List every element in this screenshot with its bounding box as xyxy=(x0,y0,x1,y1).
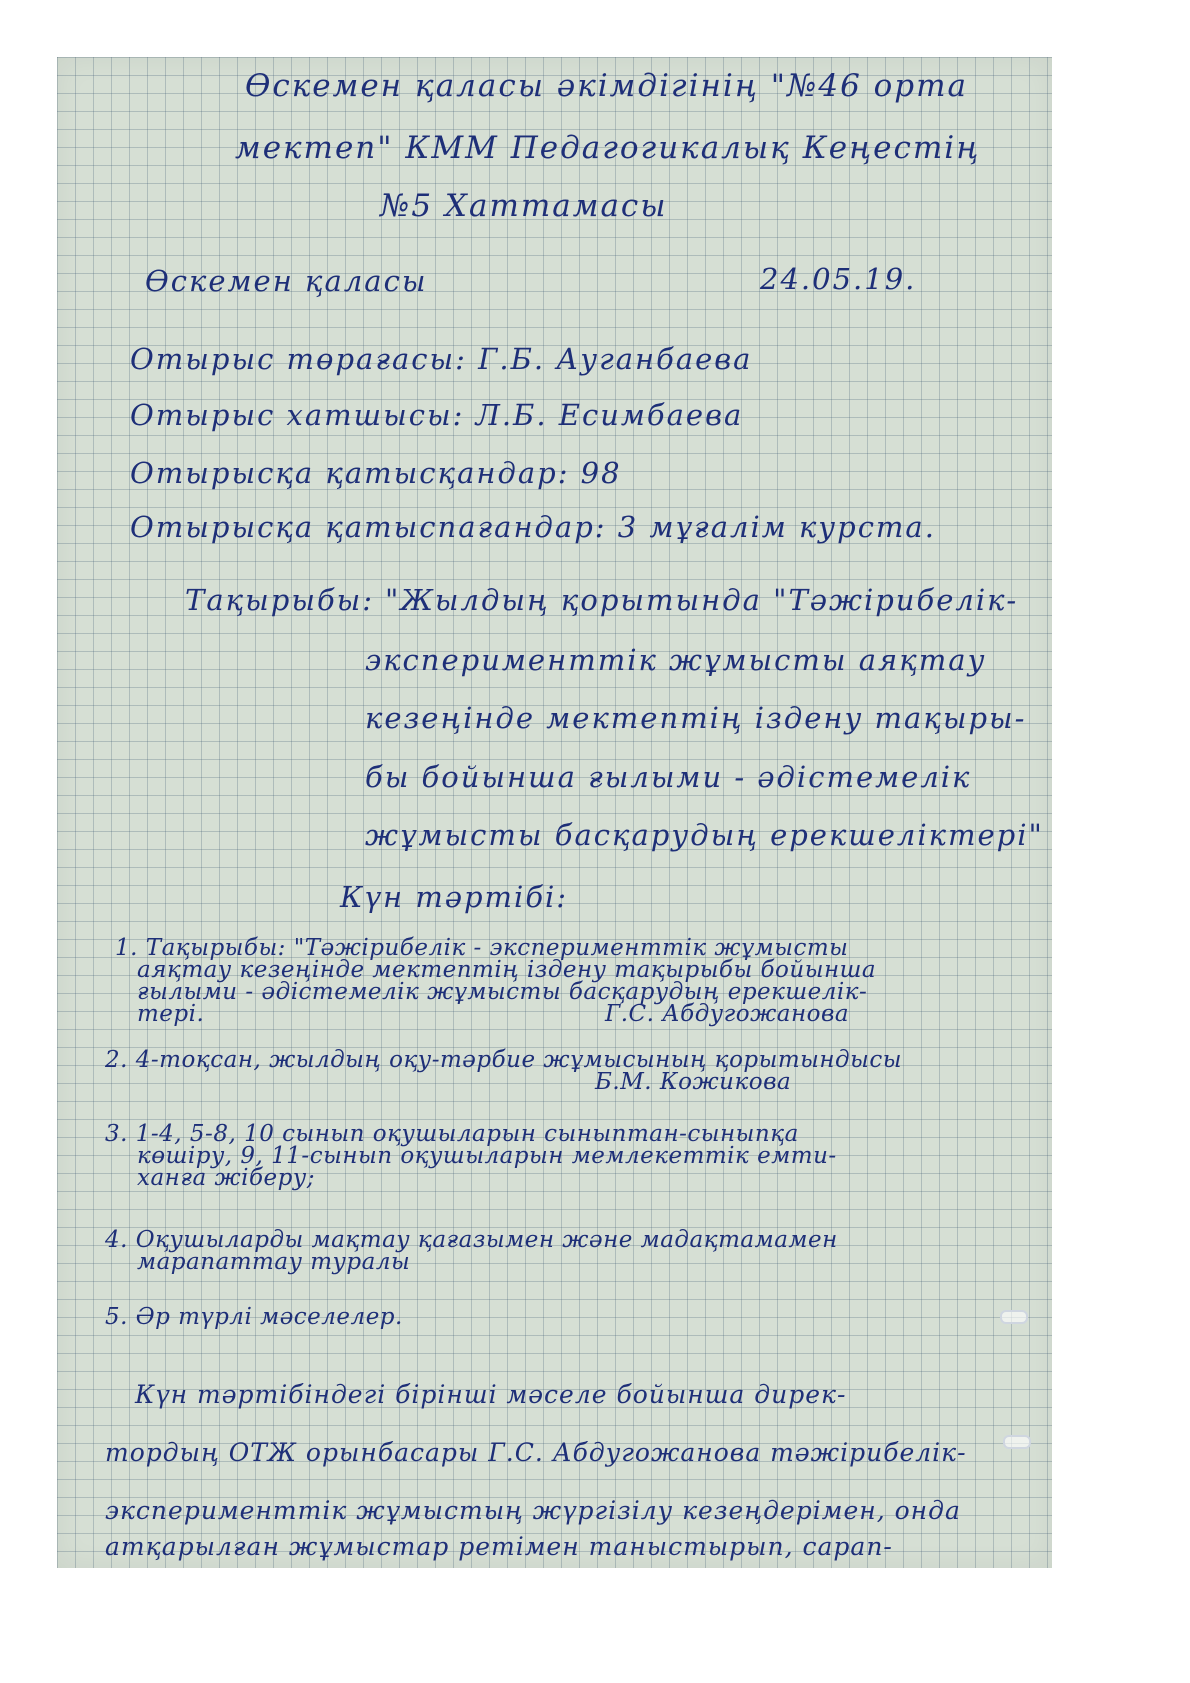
agenda-line: ханға жіберу; xyxy=(137,1165,315,1191)
agenda-line: 2. 4-тоқсан, жылдың оқу-тәрбие жұмысының қорытындысы xyxy=(105,1047,902,1073)
meeting-chair: Отырыс төрағасы: Г.Б. Ауганбаева xyxy=(130,342,753,376)
header-line-1: Өскемен қаласы әкімдігінің "№46 орта xyxy=(245,68,969,104)
binder-ring-top xyxy=(1000,1310,1028,1324)
header-line-2: мектеп" КММ Педагогикалық Кеңестің xyxy=(235,130,981,166)
topic-label: Тақырыбы: xyxy=(185,583,375,617)
topic-line: "Жылдың қорытында "Тәжірибелік- xyxy=(385,583,1019,617)
agenda-line: 3. 1-4, 5-8, 10 сынып оқушыларын сыныптан-сыныпқа xyxy=(105,1121,799,1147)
agenda-line: ғылыми - әдістемелік жұмысты басқарудың ерекшелік- xyxy=(137,979,868,1005)
agenda-line: 4. Оқушыларды мақтау қағазымен және мадақтамамен xyxy=(105,1227,838,1253)
agenda-line: тері. xyxy=(137,1001,205,1027)
topic-line: бы бойынша ғылыми - әдістемелік xyxy=(365,760,972,794)
agenda-line: көшіру, 9, 11-сынып оқушыларын мемлекеттік емти- xyxy=(137,1143,837,1169)
binder-ring-bottom xyxy=(1003,1435,1031,1449)
attendees-count: Отырысқа қатысқандар: 98 xyxy=(130,456,622,490)
header-line-3: №5 Хаттамасы xyxy=(380,188,668,224)
topic-line: эксперименттік жұмысты аяқтау xyxy=(365,643,987,677)
topic-line: кезеңінде мектептің іздену тақыры- xyxy=(365,701,1027,735)
meeting-secretary: Отырыс хатшысы: Л.Б. Есимбаева xyxy=(130,398,744,432)
agenda-line: 1. Тақырыбы: "Тәжірибелік - эксперименттік жұмысты xyxy=(115,935,849,961)
agenda-title: Күн тәртібі: xyxy=(340,880,569,914)
body-line: тордың ОТЖ орынбасары Г.С. Абдугожанова тәжірибелік- xyxy=(105,1438,967,1467)
agenda-author: Б.М. Кожикова xyxy=(595,1069,792,1095)
date: 24.05.19. xyxy=(760,262,917,296)
agenda-author: Г.С. Абдугожанова xyxy=(605,1001,850,1027)
agenda-line: аяқтау кезеңінде мектептің іздену тақырыбы бойынша xyxy=(137,957,877,983)
topic-line: жұмысты басқарудың ерекшеліктері" xyxy=(365,818,1044,852)
body-line: эксперименттік жұмыстың жүргізілу кезеңдерімен, онда xyxy=(105,1496,961,1525)
agenda-line: марапаттау туралы xyxy=(137,1249,411,1275)
agenda-line: 5. Әр түрлі мәселелер. xyxy=(105,1304,403,1330)
body-line: Күн тәртібіндегі бірінші мәселе бойынша дирек- xyxy=(135,1380,847,1409)
absentees: Отырысқа қатыспағандар: 3 мұғалім курста. xyxy=(130,510,936,544)
place: Өскемен қаласы xyxy=(145,264,428,298)
body-line: атқарылған жұмыстар ретімен таныстырып, сарап- xyxy=(105,1532,893,1561)
